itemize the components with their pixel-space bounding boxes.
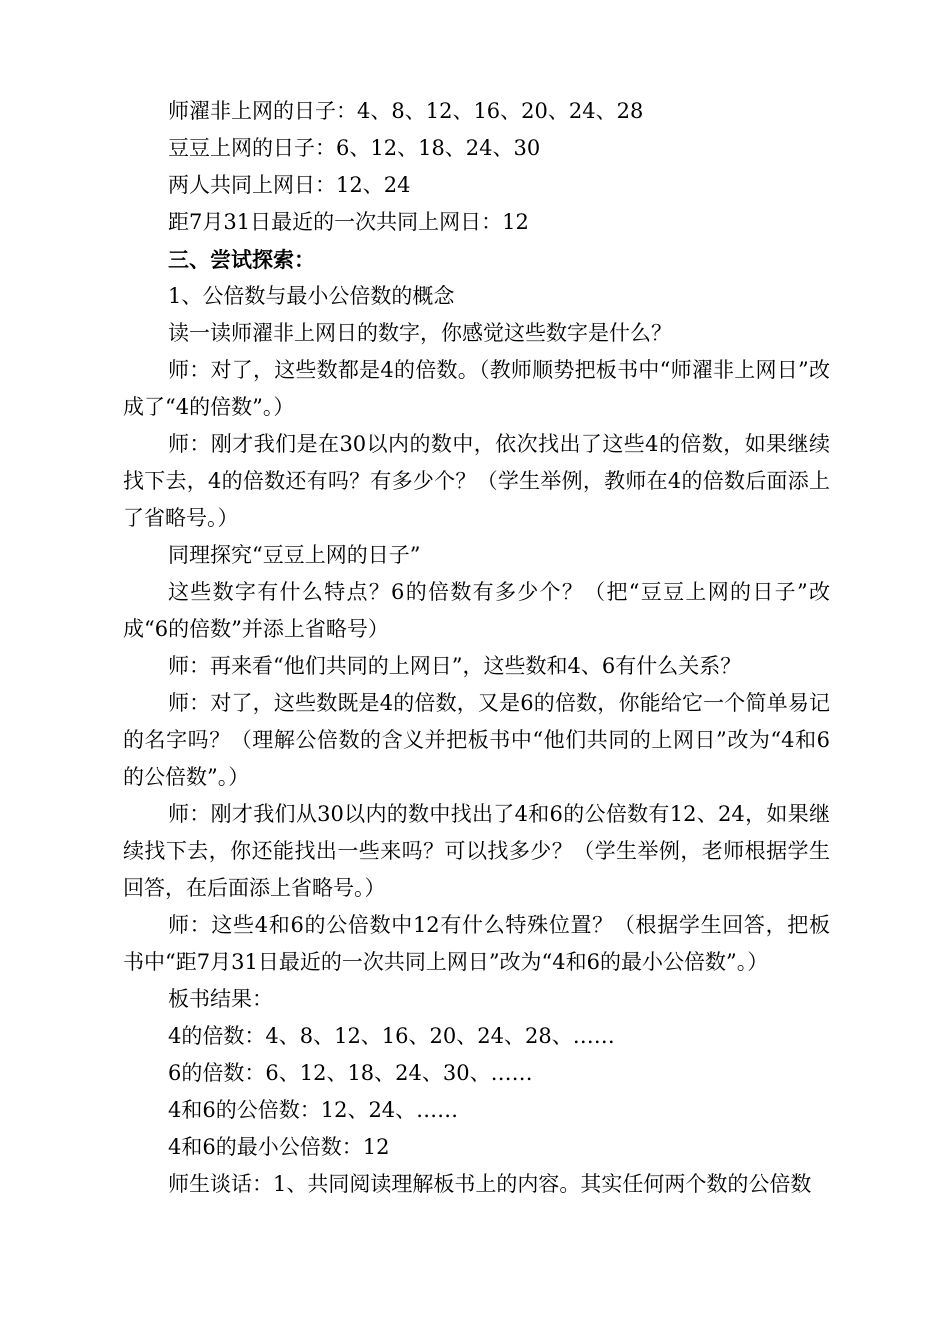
paragraph: 师濯非上网的日子：4、8、12、16、20、24、28: [168, 99, 644, 123]
paragraph: 同理探究“豆豆上网的日子”: [168, 543, 421, 567]
paragraph: 师：对了，这些数都是4的倍数。（教师顺势把板书中“师濯非上网日”改成了“4的倍数”。）: [123, 358, 830, 419]
paragraph: 1、公倍数与最小公倍数的概念: [168, 284, 455, 308]
paragraph: 6的倍数：6、12、18、24、30、……: [168, 1061, 533, 1085]
paragraph: 两人共同上网日：12、24: [168, 173, 411, 197]
paragraph: 师：对了，这些数既是4的倍数，又是6的倍数，你能给它一个简单易记的名字吗？（理解公倍数的含义并把板书中“他们共同的上网日”改为“4和6的公倍数”。）: [123, 691, 830, 789]
paragraph: 读一读师濯非上网日的数字，你感觉这些数字是什么？: [168, 321, 672, 345]
paragraph: 师生谈话：1、共同阅读理解板书上的内容。其实任何两个数的公倍数: [168, 1172, 812, 1196]
section-heading: 三、尝试探索：: [168, 247, 315, 272]
document-page: [123, 93, 830, 1203]
paragraph: 这些数字有什么特点？6的倍数有多少个？（把“豆豆上网的日子”改成“6的倍数”并添上省略号）: [123, 580, 830, 641]
paragraph: 4和6的最小公倍数：12: [168, 1135, 390, 1159]
paragraph: 4和6的公倍数：12、24、……: [168, 1098, 459, 1122]
paragraph: 师：刚才我们从30以内的数中找出了4和6的公倍数有12、24，如果继续找下去，你还能找出一些来吗？可以找多少？（学生举例，老师根据学生回答，在后面添上省略号。）: [123, 802, 830, 900]
paragraph: 师：这些4和6的公倍数中12有什么特殊位置？（根据学生回答，把板书中“距7月31日最近的一次共同上网日”改为“4和6的最小公倍数”。）: [123, 913, 830, 974]
paragraph: 师：刚才我们是在30以内的数中，依次找出了这些4的倍数，如果继续找下去，4的倍数还有吗？有多少个？（学生举例，教师在4的倍数后面添上了省略号。）: [123, 432, 830, 530]
paragraph: 4的倍数：4、8、12、16、20、24、28、……: [168, 1024, 615, 1048]
paragraph: 距7月31日最近的一次共同上网日：12: [168, 210, 529, 234]
paragraph: 豆豆上网的日子：6、12、18、24、30: [168, 136, 541, 160]
paragraph: 师：再来看“他们共同的上网日”，这些数和4、6有什么关系？: [168, 654, 742, 678]
paragraph: 板书结果：: [168, 987, 273, 1011]
